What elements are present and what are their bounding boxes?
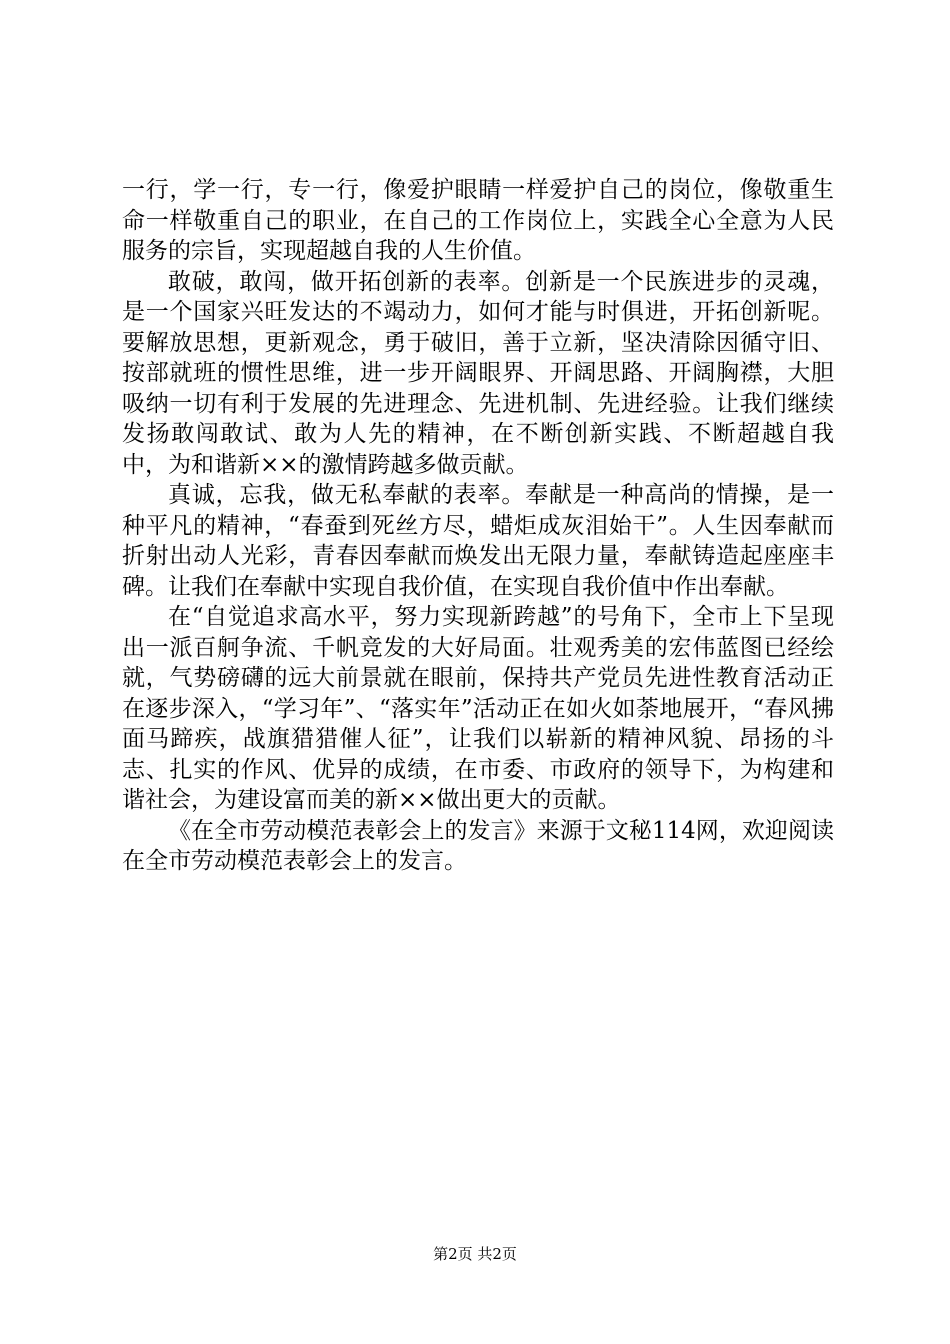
document-body (122, 175, 834, 877)
paragraph-2: 敢破，敢闯，做开拓创新的表率。创新是一个民族进步的灵魂，是一个国家兴旺发达的不竭动力，如何才能与时俱进，开拓创新呢。要解放思想，更新观念，勇于破旧，善于立新，坚决清除因循守旧、按部就班的惯性思维，进一步开阔眼界、开阔思路、开阔胸襟，大胆吸纳一切有利于发展的先进理念、先进机制、先进经验。让我们继续发扬敢闯敢试、敢为人先的精神，在不断创新实践、不断超越自我中，为和谐新××的激情跨越多做贡献。 (122, 268, 834, 478)
page-footer (0, 1244, 950, 1264)
paragraph-3: 真诚，忘我，做无私奉献的表率。奉献是一种高尚的情操，是一种平凡的精神，“春蚕到死丝方尽，蜡炬成灰泪始干”。人生因奉献而折射出动人光彩，青春因奉献而焕发出无限力量，奉献铸造起座座丰碑。让我们在奉献中实现自我价值，在实现自我价值中作出奉献。 (122, 482, 834, 600)
paragraph-5: 《在全市劳动模范表彰会上的发言》来源于文秘114网，欢迎阅读在全市劳动模范表彰会上的发言。 (122, 817, 834, 874)
page-number-label: 第2页 共2页 (433, 1245, 517, 1263)
paragraph-1: 一行，学一行，专一行，像爱护眼睛一样爱护自己的岗位，像敬重生命一样敬重自己的职业，在自己的工作岗位上，实践全心全意为人民服务的宗旨，实现超越自我的人生价值。 (122, 177, 834, 264)
paragraph-4: 在“自觉追求高水平，努力实现新跨越”的号角下，全市上下呈现出一派百舸争流、千帆竞发的大好局面。壮观秀美的宏伟蓝图已经绘就，气势磅礴的远大前景就在眼前，保持共产党员先进性教育活动正在逐步深入，“学习年”、“落实年”活动正在如火如荼地展开，“春风拂面马蹄疾，战旗猎猎催人征”，让我们以崭新的精神风貌、昂扬的斗志、扎实的作风、优异的成绩，在市委、市政府的领导下，为构建和谐社会，为建设富而美的新××做出更大的贡献。 (122, 604, 834, 813)
